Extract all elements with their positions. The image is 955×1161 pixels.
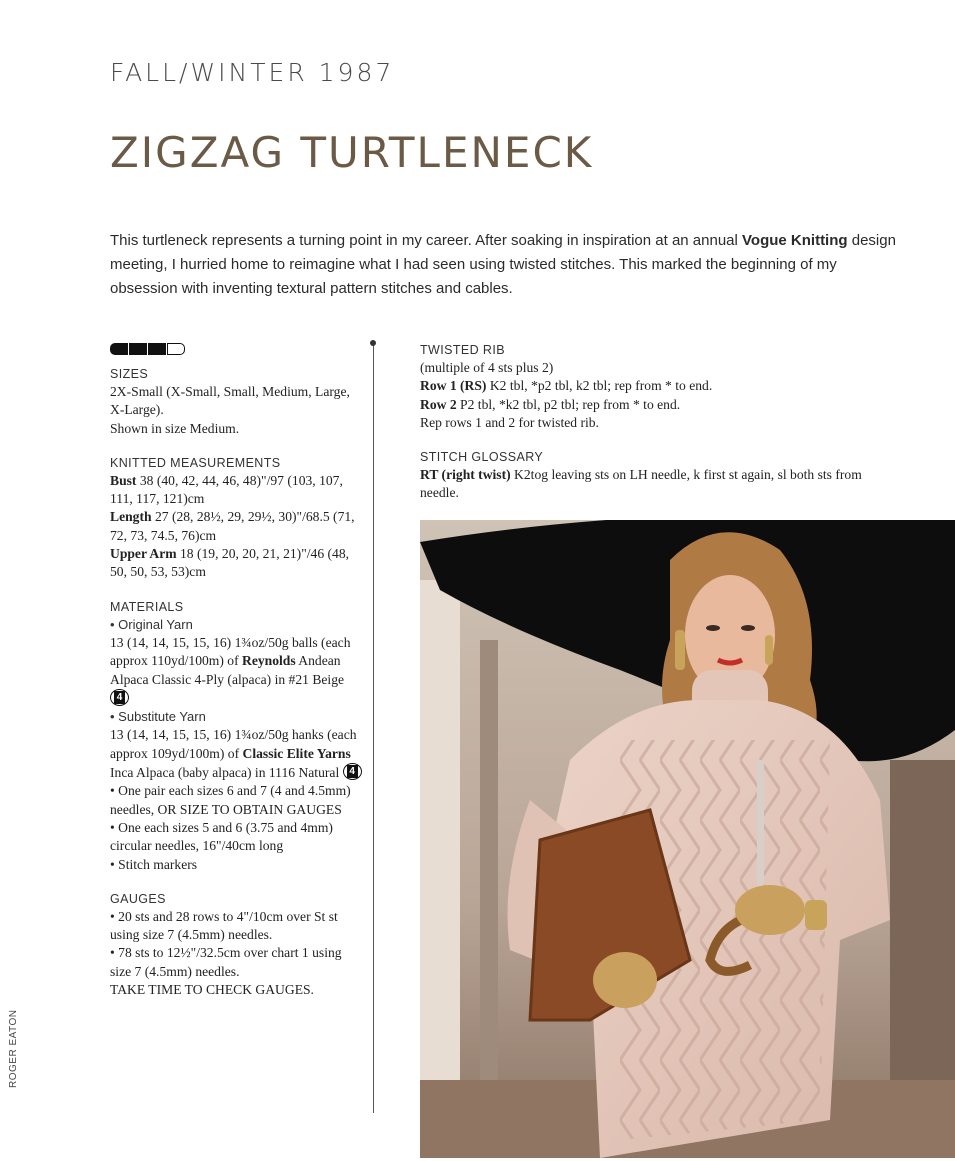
stitch-glossary-heading: STITCH GLOSSARY <box>420 450 544 465</box>
substitute-yarn-text: 13 (14, 14, 15, 15, 16) 1¾oz/50g hanks (each approx 109yd/100m) of Classic Elite Yarns Inca Alpaca (baby alpaca) in 1116 Natural 4 <box>110 726 365 782</box>
gauge-2: • 78 sts to 12½"/32.5cm over chart 1 using size 7 (4.5mm) needles. <box>110 945 342 979</box>
model-photo <box>420 520 955 1158</box>
measurement-bust: Bust 38 (40, 42, 44, 46, 48)"/97 (103, 107, 111, 117, 121)cm <box>110 472 343 507</box>
sizes-shown: Shown in size Medium. <box>110 420 240 436</box>
materials-heading: MATERIALS <box>110 599 184 614</box>
measurement-upper-arm: Upper Arm 18 (19, 20, 20, 21, 21)"/46 (48, 50, 50, 53, 53)cm <box>110 546 350 580</box>
gauges-section <box>110 890 365 999</box>
right-column <box>420 341 940 519</box>
substitute-yarn-label: • Substitute Yarn <box>110 709 206 725</box>
skill-level-icon <box>110 343 365 355</box>
twisted-rib-row-2: Row 2 P2 tbl, *k2 tbl, p2 tbl; rep from * to end. <box>420 396 681 412</box>
twisted-rib-row-1: Row 1 (RS) K2 tbl, *p2 tbl, k2 tbl; rep from * to end. <box>420 378 713 394</box>
intro-paragraph <box>110 229 900 301</box>
divider-dot <box>370 340 376 346</box>
measurements-section <box>110 454 365 582</box>
stitch-markers-item: • Stitch markers <box>110 856 198 872</box>
materials-section <box>110 598 365 874</box>
measurements-heading: KNITTED MEASUREMENTS <box>110 455 281 470</box>
yarn-weight-icon: 4 <box>110 689 129 706</box>
sizes-list: 2X-Small (X-Small, Small, Medium, Large, X-Large). <box>110 384 350 418</box>
original-yarn-text: 13 (14, 14, 15, 15, 16) 1¾oz/50g balls (each approx 110yd/100m) of Reynolds Andean Alpaca Classic 4-Ply (alpaca) in #21 Beige 4 <box>110 634 365 708</box>
intro-text-1: This turtleneck represents a turning point in my career. After soaking in inspiration at an annual <box>110 232 743 249</box>
stitch-glossary-section <box>420 448 900 503</box>
gauge-note: TAKE TIME TO CHECK GAUGES. <box>110 982 314 998</box>
column-divider <box>373 343 374 1113</box>
original-yarn-label: • Original Yarn <box>110 616 193 632</box>
season-label: FALL/WINTER 1987 <box>110 58 395 87</box>
sizes-heading: SIZES <box>110 367 149 381</box>
needles-item: • One pair each sizes 6 and 7 (4 and 4.5mm) needles, OR SIZE TO OBTAIN GAUGES <box>110 783 351 817</box>
right-twist-definition: RT (right twist) K2tog leaving sts on LH needle, k first st again, sl both sts from needle. <box>420 467 862 501</box>
page-title: ZIGZAG TURTLENECK <box>110 128 594 177</box>
photo-credit: ROGER EATON <box>8 1009 19 1088</box>
twisted-rib-repeat: Rep rows 1 and 2 for twisted rib. <box>420 414 599 430</box>
intro-brand: Vogue Knitting <box>742 232 848 249</box>
twisted-rib-heading: TWISTED RIB <box>420 343 505 357</box>
measurement-length: Length 27 (28, 28½, 29, 29½, 30)"/68.5 (71, 72, 73, 74.5, 76)cm <box>110 509 355 543</box>
gauges-heading: GAUGES <box>110 891 166 906</box>
intro-text-2: design meeting, I hurried home to reimagine what I had seen using twisted stitches. This marked the beginning of my obsession with inventing textural pattern stitches and cables. <box>110 232 896 297</box>
twisted-rib-section <box>420 341 940 432</box>
yarn-weight-icon: 4 <box>343 763 362 780</box>
gauge-1: • 20 sts and 28 rows to 4"/10cm over St st using size 7 (4.5mm) needles. <box>110 908 338 943</box>
sizes-section <box>110 365 365 438</box>
left-column <box>110 343 365 1015</box>
circular-needles-item: • One each sizes 5 and 6 (3.75 and 4mm) circular needles, 16"/40cm long <box>110 819 333 854</box>
twisted-rib-multiple: (multiple of 4 sts plus 2) <box>420 360 554 375</box>
